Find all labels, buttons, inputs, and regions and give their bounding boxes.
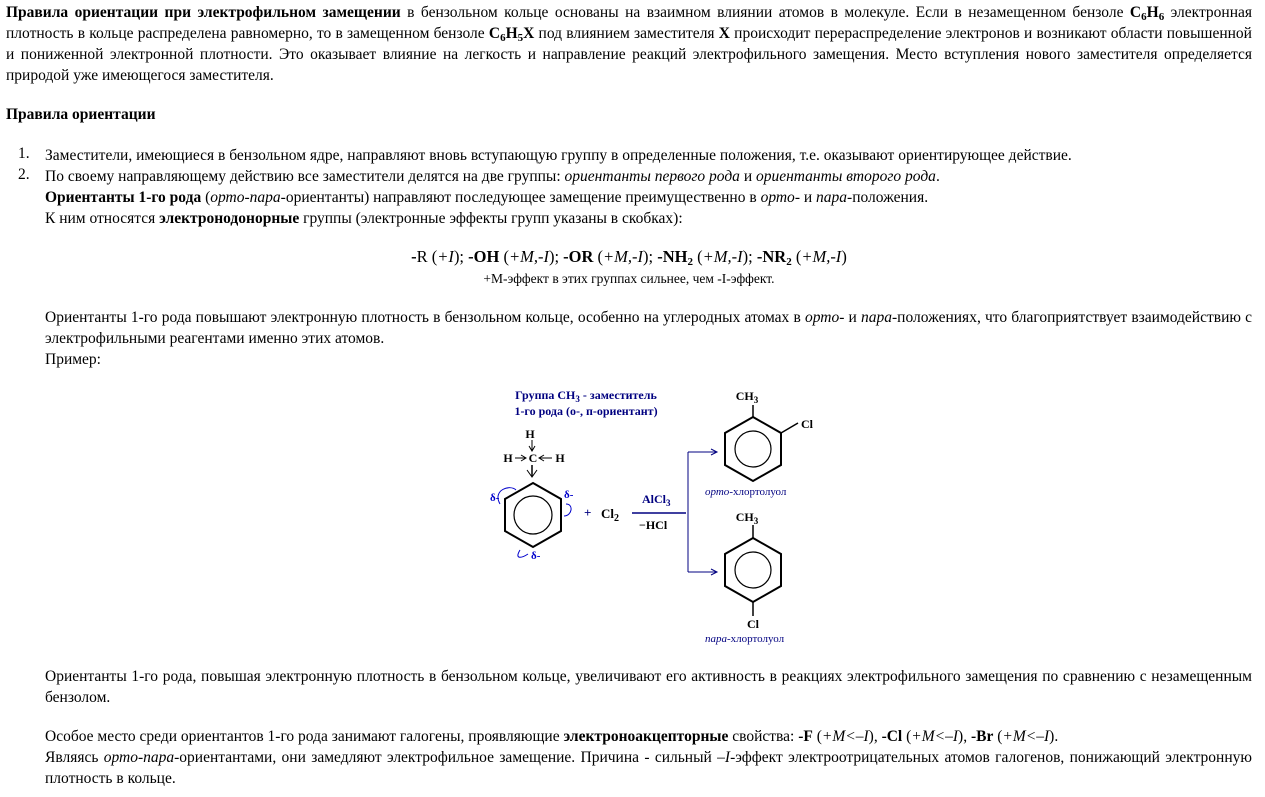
substituent-x: X — [718, 25, 730, 42]
plus-sign: + — [584, 505, 592, 520]
intro-text: электронная плотность в кольце распределена равномерно, то в замещенном бензоле — [6, 4, 1253, 42]
list-number: 2. — [18, 166, 30, 183]
reaction-diagram — [476, 380, 846, 650]
ortho-chlorotoluene — [705, 389, 814, 498]
aromatic-circle — [514, 496, 552, 534]
ortho-product-name: орто-хлортолуол — [705, 486, 787, 498]
list-number: 1. — [18, 145, 30, 162]
para-ortho-para — [45, 307, 1252, 370]
carbon-methyl: C — [528, 451, 538, 465]
intro-paragraph — [6, 2, 1252, 86]
intro-text: под влиянием заместителя — [534, 25, 719, 42]
chlorine-reagent: $Cl_2$ — [601, 506, 619, 524]
para-chlorotoluene — [705, 510, 785, 645]
ortho-methyl-label: $CH_3$ — [735, 389, 759, 405]
hydrogen-top: H — [525, 427, 535, 441]
para-methyl-label: $CH_3$ — [735, 510, 759, 526]
intro-text: в бензольном кольце основаны на взаимном влиянии атомов в молекуле. Если в незамещенном бензоле — [400, 4, 1130, 21]
catalyst-label: AlCl$_3$ — [642, 492, 671, 508]
para-chlorine: Cl — [747, 617, 759, 631]
diagram-title-line1: Группа $CH_3$ - заместитель — [515, 388, 657, 404]
paragraph-text: Являясь орто-пара-ориентантами, они замедляют электрофильное замещение. Причина - сильный –I-эффект электроотрицательных атомов галогенов, понижающий электронную плотность в кольце. — [45, 749, 1252, 787]
intro-bold-title: Правила ориентации при электрофильном замещении — [6, 4, 401, 21]
donor-groups-line: -R (+I); -OH (+M,-I); -OR (+M,-I); $-NH_2$ (+M,-I); $-NR_2$ (+M,-I) — [411, 247, 847, 268]
section-heading: Правила ориентации — [6, 106, 156, 123]
delta-para: δ- — [531, 550, 541, 562]
branch-arrows — [688, 449, 717, 575]
list-item-line: Ориентанты 1-го рода (орто-пара-ориентанты) направляют последующее замещение преимущественно в орто- и пара-положения. — [45, 189, 929, 206]
intro-text: происходит перераспределение электронов и возникают области повышенной и пониженной электронной плотности. Это оказывает влияние на легкость и направление реакций электрофильного замещения. Место вступления нового заместителя определяется природой уже имеющегося заместителя. — [6, 25, 1252, 84]
list-item-line: К ним относятся электронодонорные группы (электронные эффекты групп указаны в скобках): — [45, 210, 683, 227]
hydrogen-right: H — [555, 451, 565, 465]
donor-groups-note: +M-эффект в этих группах сильнее, чем -I-эффект. — [483, 271, 775, 286]
list-item-text: Заместители, имеющиеся в бензольном ядре, направляют вновь вступающую группу в определенные положения, т.е. оказывают ориентирующее действие. — [45, 147, 1072, 164]
para-product-name: пара-хлортолуол — [705, 633, 785, 645]
example-label: Пример: — [45, 351, 101, 368]
formula-benzene: $C_6H_6$ — [1129, 4, 1165, 23]
paragraph-text: Особое место среди ориентантов 1-го рода занимают галогены, проявляющие электроноакцепторные свойства: -F (+M<–I), -Cl (+M<–I), -Br (+M<–I). — [45, 728, 1059, 745]
list-item-body — [45, 166, 1252, 229]
byproduct-label: −HCl — [639, 518, 668, 532]
diagram-title-line2: 1-го рода (о-, п-ориентант) — [514, 404, 658, 418]
list-item-line: По своему направляющему действию все заместители делятся на две группы: ориентанты первого рода и ориентанты второго рода. — [45, 168, 940, 185]
para-activity: Ориентанты 1-го рода, повышая электронную плотность в бензольном кольце, увеличивают его активность в реакциях электрофильного замещения по сравнению с незамещенным бензолом. — [45, 668, 1252, 706]
delta-ortho-left: δ- — [490, 492, 500, 504]
para-halogens — [45, 726, 1252, 789]
paragraph-text: Ориентанты 1-го рода повышают электронную плотность в бензольном кольце, особенно на углеродных атомах в орто- и пара-положениях, что благоприятствует взаимодействию с электрофильными реагентами именно этих атомов. — [45, 309, 1252, 347]
ortho-chlorine: Cl — [801, 417, 813, 431]
formula-substituted-benzene: $C_6H_5X$ — [488, 25, 535, 44]
delta-ortho-right: δ- — [564, 489, 574, 501]
hydrogen-left: H — [503, 451, 513, 465]
